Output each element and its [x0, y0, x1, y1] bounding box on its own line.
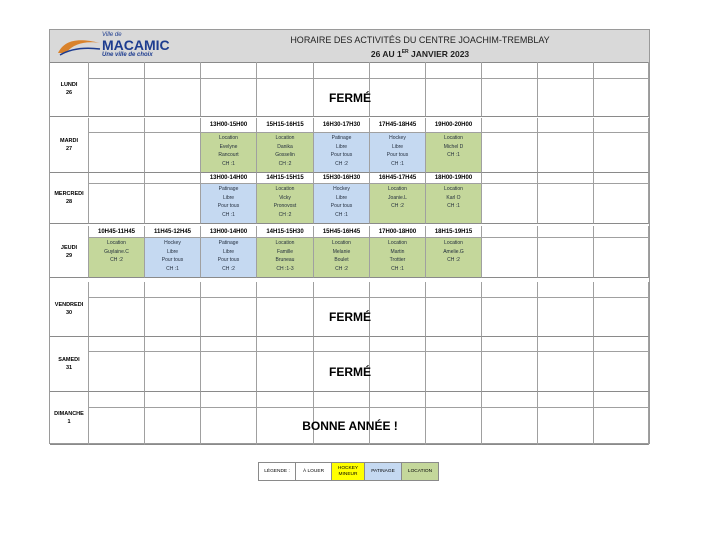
activity-line: CH :2: [335, 265, 348, 272]
closed-banner-lundi: FERMÉ: [329, 91, 371, 105]
schedule-title: [220, 34, 620, 60]
day-number: 27: [65, 146, 73, 152]
activity-line: CH :2: [391, 203, 404, 209]
time-cell: [594, 392, 649, 408]
activity-hockey: [145, 238, 201, 278]
activity-line: Pour tous: [330, 152, 353, 158]
activity-patinage: [201, 184, 257, 224]
activity-line: Location: [388, 240, 407, 246]
time-cell: [538, 226, 594, 238]
activity-line: CH :2: [447, 257, 460, 263]
time-cell: [482, 173, 538, 184]
time-cell: [314, 282, 370, 298]
activity-location: [257, 184, 314, 224]
activity-location: [257, 238, 314, 278]
activity-line: Patinage: [218, 186, 239, 192]
time-cell: [594, 337, 649, 352]
legend-location: LOCATION: [402, 463, 438, 480]
legend: [258, 462, 439, 481]
day-label-mardi: [50, 118, 89, 173]
day-name: SAMEDI: [58, 357, 80, 363]
activity-line: Location: [332, 240, 351, 246]
title-text: HORAIRE DES ACTIVITÉS DU CENTRE JOACHIM-TREMBLAY: [290, 35, 550, 45]
activity-location: [426, 133, 482, 173]
day-label-jeudi: [50, 226, 89, 278]
activity-line: CH :1: [391, 160, 404, 167]
time-cell: [89, 118, 145, 133]
time-slot-jeudi: 10H45-11H45: [89, 226, 145, 238]
activity-line: Patinage: [331, 135, 352, 141]
time-slot-mardi: 15H15-16H15: [257, 118, 314, 133]
time-cell: [482, 62, 538, 79]
logo-name-text: MACAMIC: [102, 37, 170, 53]
day-name: VENDREDI: [54, 302, 84, 308]
time-cell: [482, 118, 538, 133]
macamic-logo: [56, 32, 168, 60]
closed-banner-samedi: FERMÉ: [329, 365, 371, 379]
time-cell: [145, 337, 201, 352]
schedule-sheet: [49, 29, 650, 444]
time-cell: [370, 282, 426, 298]
day-label-dimanche: [50, 392, 89, 445]
activity-line: CH :1: [222, 211, 235, 218]
time-cell: [257, 392, 314, 408]
closed-banner-vendredi: FERMÉ: [329, 310, 371, 324]
activity-line: Karl O: [446, 194, 461, 201]
time-cell: [145, 118, 201, 133]
time-slot-mercredi: 13H00-14H00: [201, 173, 257, 184]
title-dates: [220, 46, 620, 60]
activity-line: Location: [388, 186, 407, 192]
time-slot-mardi: 16H30-17H30: [314, 118, 370, 133]
time-slot-jeudi: 13H00-14H00: [201, 226, 257, 238]
dates-part-b: JANVIER 2023: [408, 48, 470, 59]
activity-line: Pour tous: [386, 152, 409, 158]
time-cell: [145, 173, 201, 184]
activity-patinage: [201, 238, 257, 278]
time-slot-mercredi: 18H00-19H00: [426, 173, 482, 184]
time-cell: [314, 62, 370, 79]
day-name: LUNDI: [60, 82, 78, 88]
logo-tagline-text: Une ville de choix: [102, 52, 153, 58]
time-cell: [89, 62, 145, 79]
activity-line: Joanie.L: [388, 194, 407, 201]
activity-location: [89, 238, 145, 278]
time-slot-mardi: 13H00-15H00: [201, 118, 257, 133]
activity-line: Evelyne: [219, 143, 238, 150]
activity-line: Gosselin: [275, 152, 295, 158]
day-label-vendredi: [50, 282, 89, 337]
activity-cell: [594, 238, 649, 278]
time-cell: [594, 282, 649, 298]
activity-line: Libre: [222, 248, 235, 255]
activity-line: CH :1: [447, 152, 460, 158]
time-slot-jeudi: 17H00-18H00: [370, 226, 426, 238]
time-cell: [257, 62, 314, 79]
time-cell: [257, 282, 314, 298]
time-cell: [538, 118, 594, 133]
activity-line: Libre: [335, 194, 348, 201]
activity-line: Location: [275, 186, 295, 192]
activity-location: [201, 133, 257, 173]
time-slot-jeudi: 15H45-16H45: [314, 226, 370, 238]
time-cell: [426, 337, 482, 352]
time-cell: [594, 173, 649, 184]
time-cell: [314, 337, 370, 352]
time-cell: [314, 392, 370, 408]
time-slot-jeudi: 14H15-15H30: [257, 226, 314, 238]
activity-location: [257, 133, 314, 173]
activity-line: Location: [275, 135, 295, 141]
time-cell: [201, 282, 257, 298]
time-cell: [538, 337, 594, 352]
logo-ville-text: Ville de: [102, 32, 122, 38]
time-cell: [426, 62, 482, 79]
activity-cell: [594, 184, 649, 224]
day-number: 28: [65, 199, 73, 205]
activity-location: [370, 238, 426, 278]
activity-line: Location: [444, 240, 463, 246]
time-slot-mercredi: 14H15-15H15: [257, 173, 314, 184]
day-name: DIMANCHE: [54, 411, 84, 417]
legend-hockey-mineur: HOCKEY MINEUR: [332, 463, 365, 480]
activity-hockey: [314, 184, 370, 224]
time-slot-mercredi: 16H45-17H45: [370, 173, 426, 184]
activity-line: CH :2: [278, 211, 292, 218]
activity-line: Martin: [390, 248, 405, 255]
day-name: MERCREDI: [54, 191, 84, 197]
activity-hockey: [370, 133, 426, 173]
activity-location: [314, 238, 370, 278]
activity-line: Pour tous: [330, 203, 353, 209]
time-cell: [538, 62, 594, 79]
activity-cell: [482, 184, 538, 224]
day-number: 29: [65, 252, 73, 259]
time-cell: [426, 282, 482, 298]
activity-line: CH :2: [335, 160, 348, 167]
time-cell: [538, 282, 594, 298]
activity-location: [426, 184, 482, 224]
time-cell: [145, 62, 201, 79]
activity-line: Famille: [276, 248, 294, 255]
activity-line: Location: [444, 135, 463, 141]
activity-line: Pour tous: [217, 203, 240, 209]
time-cell: [370, 337, 426, 352]
activity-line: Hockey: [333, 186, 350, 192]
time-cell: [594, 118, 649, 133]
activity-cell: [482, 238, 538, 278]
activity-location: [426, 238, 482, 278]
time-cell: [538, 173, 594, 184]
activity-cell: [145, 133, 201, 173]
time-cell: [594, 226, 649, 238]
activity-cell: [89, 133, 145, 173]
legend-a-louer: À LOUER: [296, 463, 332, 480]
dates-part-a: 26 AU 1: [370, 48, 402, 59]
activity-line: Amelie.G: [443, 248, 464, 255]
activity-line: CH :1: [166, 265, 179, 272]
activity-line: Libre: [391, 143, 404, 150]
time-cell: [145, 282, 201, 298]
time-cell: [538, 392, 594, 408]
time-slot-mardi: 19H00-20H00: [426, 118, 482, 133]
activity-line: CH :2: [110, 257, 123, 263]
time-cell: [370, 392, 426, 408]
closed-banner-dimanche: BONNE ANNÉE !: [302, 419, 398, 433]
activity-line: CH :1: [391, 265, 404, 272]
day-number: 1: [67, 419, 71, 425]
activity-line: Danika: [277, 143, 293, 150]
time-cell: [482, 337, 538, 352]
activity-line: CH :2: [222, 265, 235, 272]
activity-line: CH :1: [222, 160, 235, 167]
activity-line: Rancourt: [218, 152, 239, 158]
activity-cell: [145, 184, 201, 224]
activity-line: Trottier: [389, 257, 406, 263]
activity-line: Libre: [335, 143, 348, 150]
activity-line: Location: [444, 186, 463, 192]
activity-line: Libre: [222, 194, 235, 201]
day-name: MARDI: [59, 138, 79, 144]
time-cell: [426, 392, 482, 408]
time-cell: [89, 337, 145, 352]
activity-line: Melanie: [332, 248, 351, 255]
activity-line: Location: [107, 240, 126, 246]
time-slot-jeudi: 18H15-19H15: [426, 226, 482, 238]
activity-line: Pronovost: [273, 203, 297, 209]
time-cell: [145, 392, 201, 408]
activity-cell: [538, 238, 594, 278]
time-cell: [89, 392, 145, 408]
time-cell: [257, 337, 314, 352]
day-label-samedi: [50, 337, 89, 392]
activity-line: CH :1: [447, 203, 460, 209]
activity-line: CH :1: [335, 211, 348, 218]
activity-location: [370, 184, 426, 224]
day-label-lundi: [50, 62, 89, 117]
activity-line: Pour tous: [161, 257, 184, 263]
time-cell: [89, 173, 145, 184]
activity-line: Vicky: [279, 194, 291, 201]
time-cell: [370, 62, 426, 79]
activity-line: Libre: [166, 248, 179, 255]
dates-superscript: ER: [401, 49, 409, 55]
time-cell: [201, 337, 257, 352]
logo-swoosh-icon: [56, 35, 102, 57]
time-cell: [89, 282, 145, 298]
activity-line: Patinage: [218, 240, 239, 246]
time-slot-jeudi: 11H45-12H45: [145, 226, 201, 238]
activity-line: Boulet: [334, 257, 349, 263]
activity-patinage: [314, 133, 370, 173]
day-number: 30: [65, 310, 73, 316]
activity-line: CH :1-3: [276, 265, 294, 272]
time-cell: [482, 226, 538, 238]
activity-cell: [482, 133, 538, 173]
schedule-header: [50, 30, 649, 63]
time-cell: [482, 282, 538, 298]
activity-line: Michel D: [443, 143, 464, 150]
activity-line: Hockey: [164, 240, 181, 246]
activity-cell: [89, 184, 145, 224]
time-cell: [482, 392, 538, 408]
activity-line: CH :2: [278, 160, 292, 167]
time-cell: [201, 62, 257, 79]
activity-cell: [594, 133, 649, 173]
activity-line: Bruneau: [275, 257, 295, 263]
activity-line: Hockey: [389, 135, 406, 141]
legend-patinage: PATINAGE: [365, 463, 402, 480]
activity-line: Guylaine.C: [104, 248, 129, 255]
time-slot-mercredi: 15H30-16H30: [314, 173, 370, 184]
activity-line: Location: [275, 240, 295, 246]
day-number: 31: [65, 365, 73, 371]
activity-line: Pour tous: [217, 257, 240, 263]
day-name: JEUDI: [60, 244, 78, 251]
day-number: 26: [65, 90, 73, 96]
legend-label: LÉGENDE :: [259, 463, 296, 480]
activity-cell: [538, 184, 594, 224]
time-cell: [594, 62, 649, 79]
time-slot-mardi: 17H45-18H45: [370, 118, 426, 133]
activity-cell: [538, 133, 594, 173]
activity-line: Location: [219, 135, 238, 141]
day-label-mercredi: [50, 173, 89, 224]
time-cell: [201, 392, 257, 408]
